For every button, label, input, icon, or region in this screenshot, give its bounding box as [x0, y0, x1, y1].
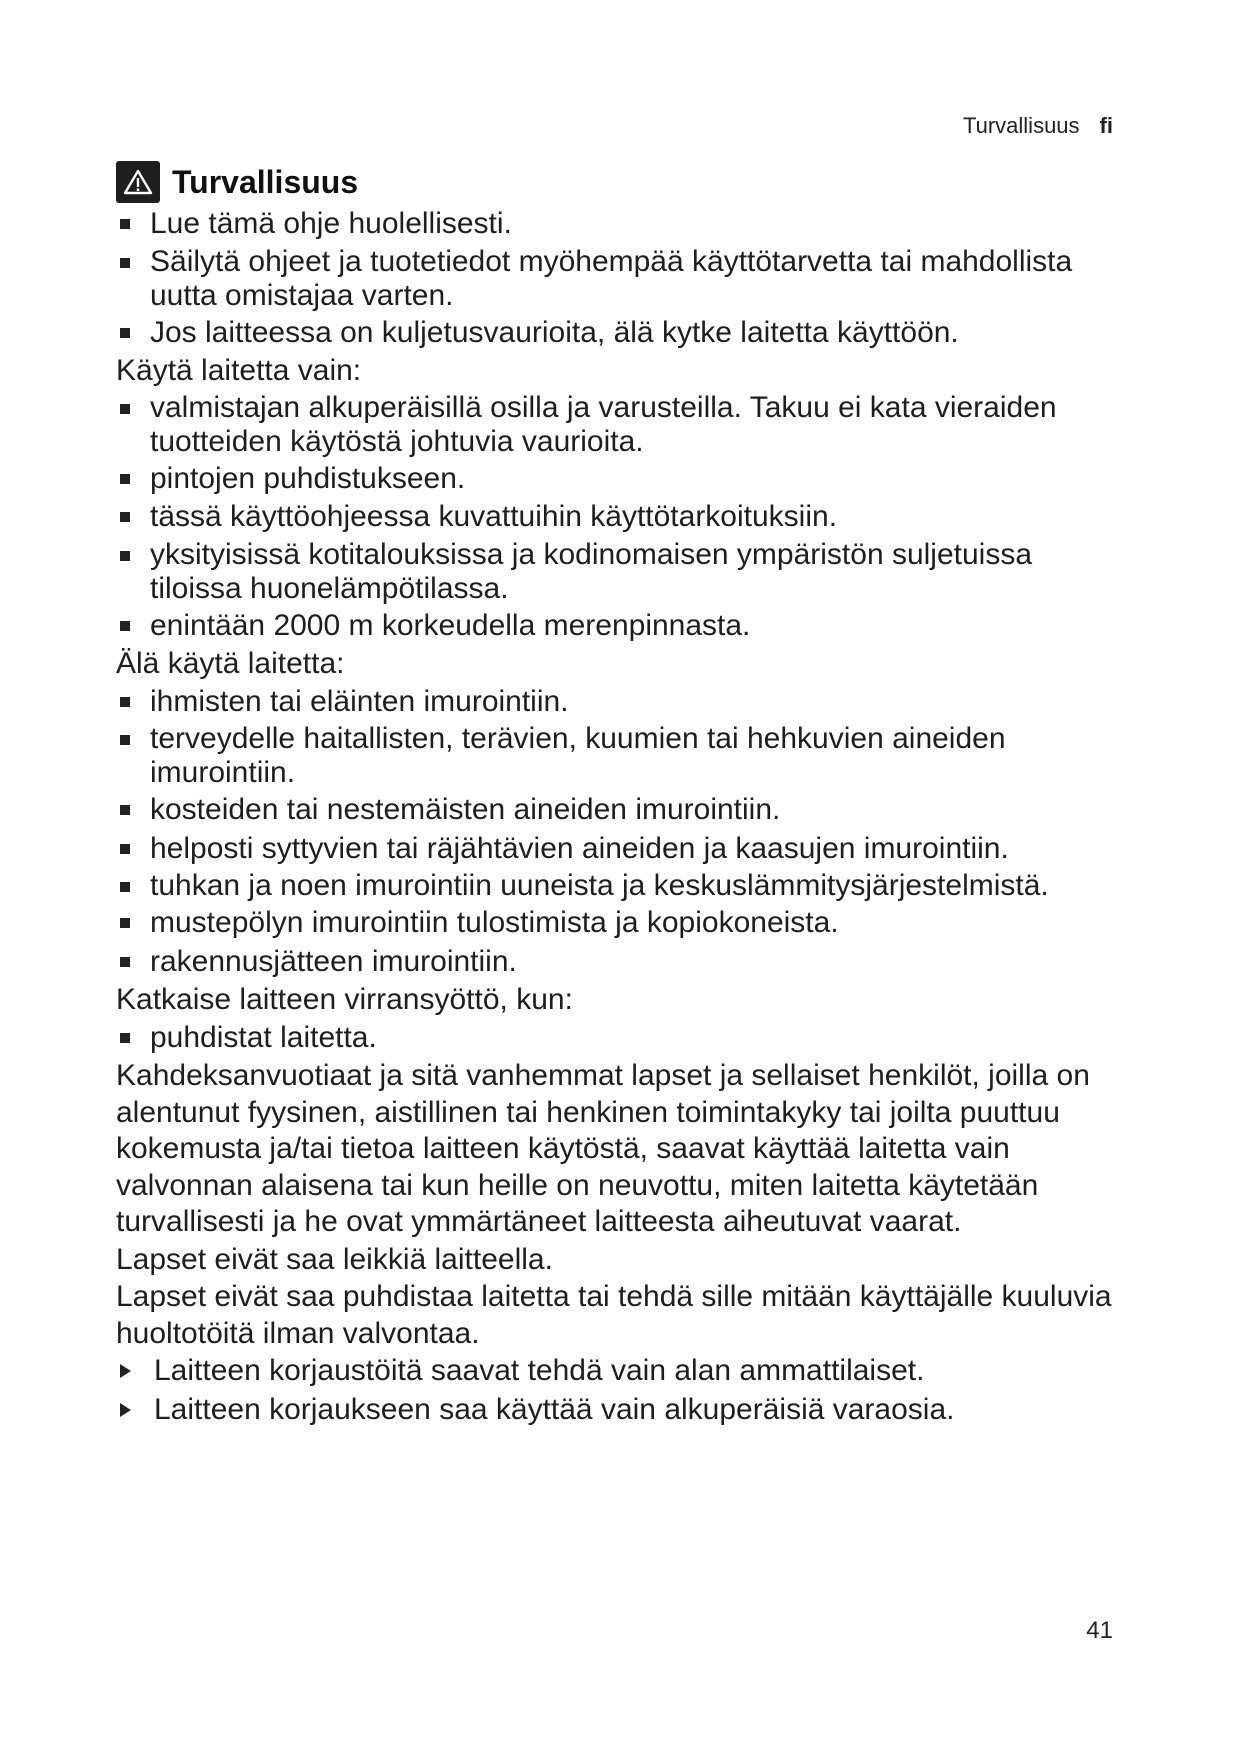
- instruction-steps: [116, 1353, 1126, 1428]
- bullet-icon: [120, 957, 130, 967]
- bullet-icon: [120, 735, 130, 745]
- list-item: Jos laitteessa on kuljetusvaurioita, älä kytke laitetta käyttöön.: [116, 315, 1126, 352]
- intro-list: [116, 206, 1126, 351]
- triangle-right-icon: [120, 1403, 131, 1417]
- header-section: Turvallisuus: [962, 113, 1080, 138]
- list-item: pintojen puhdistukseen.: [116, 461, 1126, 498]
- list-item: Säilytä ohjeet ja tuotetiedot myöhempää käyttötarvetta tai mahdollista uutta omistajaa varten.: [116, 245, 1126, 313]
- step-item: Laitteen korjaukseen saa käyttää vain alkuperäisiä varaosia.: [116, 1392, 1126, 1429]
- list-item: puhdistat laitetta.: [116, 1020, 1126, 1057]
- list-item: kosteiden tai nestemäisten aineiden imurointiin.: [116, 792, 1126, 829]
- list-item: tässä käyttöohjeessa kuvattuihin käyttötarkoituksiin.: [116, 499, 1126, 536]
- bullet-icon: [120, 882, 130, 892]
- running-header: [963, 113, 1113, 139]
- list-item: tuhkan ja noen imurointiin uuneista ja keskuslämmitysjärjestelmistä.: [116, 869, 1126, 903]
- do-not-use-heading: Älä käytä laitetta:: [116, 647, 345, 680]
- bullet-icon: [120, 918, 130, 928]
- bullet-icon: [120, 551, 130, 561]
- warning-icon: [116, 161, 160, 203]
- bullet-icon: [120, 697, 130, 707]
- children-cleaning-paragraph: Lapset eivät saa puhdistaa laitetta tai tehdä sille mitään käyttäjälle kuuluvia huoltotöitä ilman valvontaa.: [116, 1280, 1112, 1350]
- bullet-icon: [120, 219, 130, 229]
- children-play-paragraph: Lapset eivät saa leikkiä laitteella.: [116, 1242, 553, 1276]
- use-only-list: [116, 391, 1126, 645]
- bullet-icon: [120, 404, 130, 414]
- list-item: ihmisten tai eläinten imurointiin.: [116, 684, 1126, 721]
- bullet-icon: [120, 844, 130, 854]
- document-body: [116, 160, 1126, 1430]
- bullet-icon: [120, 258, 130, 268]
- list-item: valmistajan alkuperäisillä osilla ja varusteilla. Takuu ei kata vieraiden tuotteiden käytöstä johtuvia vaurioita.: [116, 391, 1126, 459]
- triangle-right-icon: [120, 1364, 131, 1378]
- bullet-icon: [120, 512, 130, 522]
- step-item: Laitteen korjaustöitä saavat tehdä vain alan ammattilaiset.: [116, 1353, 1126, 1390]
- list-item: Lue tämä ohje huolellisesti.: [116, 206, 1126, 243]
- list-item: helposti syttyvien tai räjähtävien aineiden ja kaasujen imurointiin.: [116, 831, 1126, 868]
- section-title: Turvallisuus: [172, 163, 359, 200]
- bullet-icon: [120, 1033, 130, 1043]
- do-not-use-list: [116, 684, 1126, 981]
- list-item: mustepölyn imurointiin tulostimista ja kopiokoneista.: [116, 905, 1126, 942]
- list-item: yksityisissä kotitalouksissa ja kodinomaisen ympäristön suljetuissa tiloissa huonelämpötilassa.: [116, 538, 1126, 606]
- bullet-icon: [120, 621, 130, 631]
- section-heading: [116, 160, 1126, 204]
- bullet-icon: [120, 474, 130, 484]
- supervision-paragraph: Kahdeksanvuotiaat ja sitä vanhemmat lapset ja sellaiset henkilöt, joilla on alentunut fyysinen, aistillinen tai henkinen toimintakyky tai joilta puuttuu kokemusta ja/tai tietoa laitteen käytöstä, saavat käyttää laitetta vain valvonnan alaisena tai kun heille on neuvottu, miten laitetta käytetään turvallisesti ja he ovat ymmärtäneet laitteesta aiheutuvat vaarat.: [116, 1059, 1090, 1238]
- bullet-icon: [120, 805, 130, 815]
- bullet-icon: [120, 328, 130, 338]
- list-item: terveydelle haitallisten, terävien, kuumien tai hehkuvien aineiden imurointiin.: [116, 722, 1126, 790]
- use-only-heading: Käytä laitetta vain:: [116, 354, 362, 387]
- list-item: enintään 2000 m korkeudella merenpinnasta.: [116, 608, 1126, 645]
- disconnect-heading: Katkaise laitteen virransyöttö, kun:: [116, 983, 573, 1016]
- disconnect-list: [116, 1020, 1126, 1057]
- page-number: 41: [1086, 1617, 1113, 1644]
- header-language: fi: [1099, 113, 1113, 138]
- list-item: rakennusjätteen imurointiin.: [116, 944, 1126, 981]
